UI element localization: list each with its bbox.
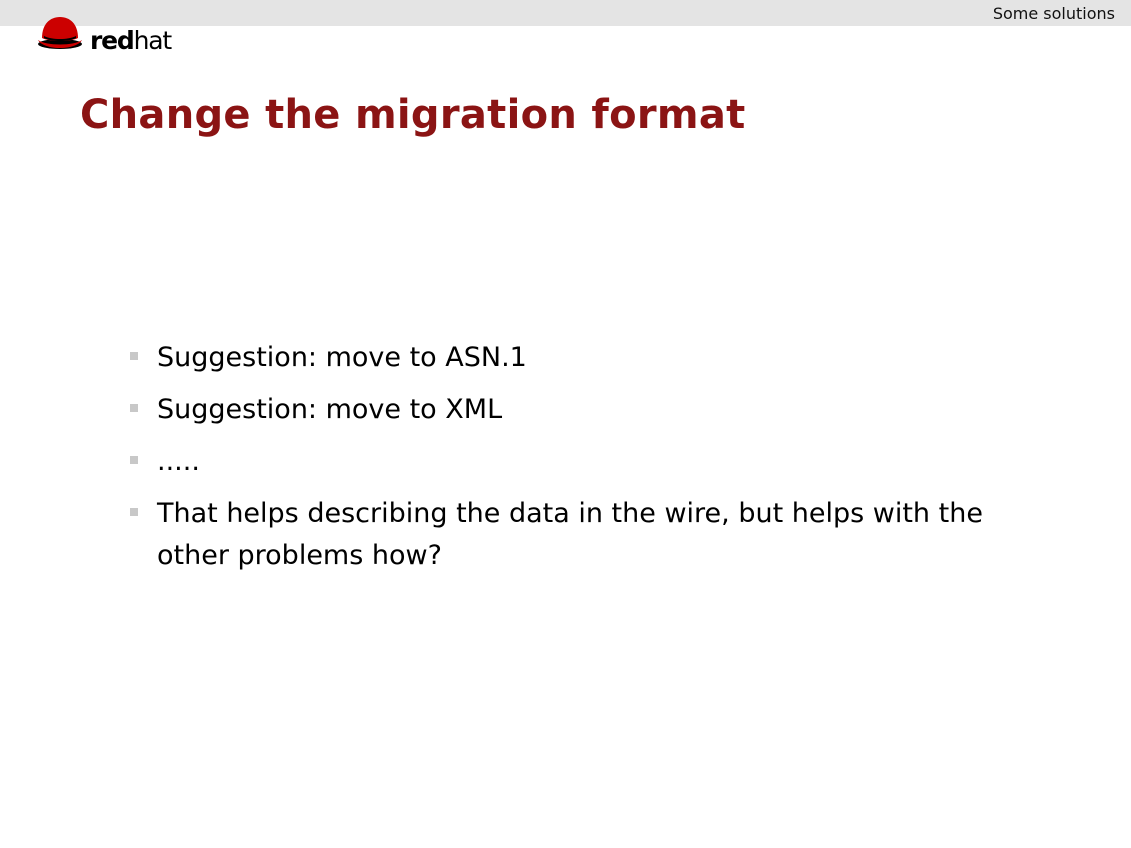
bullet-item: [130, 441, 1050, 483]
section-title: Some solutions: [992, 4, 1115, 23]
bullet-square-icon: [130, 352, 138, 360]
bullet-square-icon: [130, 404, 138, 412]
bullet-list: [130, 337, 1050, 587]
bullet-square-icon: [130, 456, 138, 464]
wordmark-bold: red: [90, 26, 134, 55]
slide-title: Change the migration format: [80, 92, 746, 138]
bullet-text: .....: [157, 446, 200, 477]
redhat-logo: [36, 14, 196, 54]
bullet-item: [130, 389, 1050, 431]
bullet-item: [130, 337, 1050, 379]
redhat-wordmark: [90, 26, 171, 56]
redhat-fedora-icon: [36, 14, 86, 54]
bullet-text: Suggestion: move to XML: [157, 394, 503, 425]
bullet-square-icon: [130, 508, 138, 516]
bullet-item: [130, 493, 1050, 577]
bullet-text: Suggestion: move to ASN.1: [157, 342, 527, 373]
wordmark-light: hat: [133, 26, 171, 55]
bullet-text: That helps describing the data in the wire, but helps with the other problems how?: [157, 498, 983, 571]
